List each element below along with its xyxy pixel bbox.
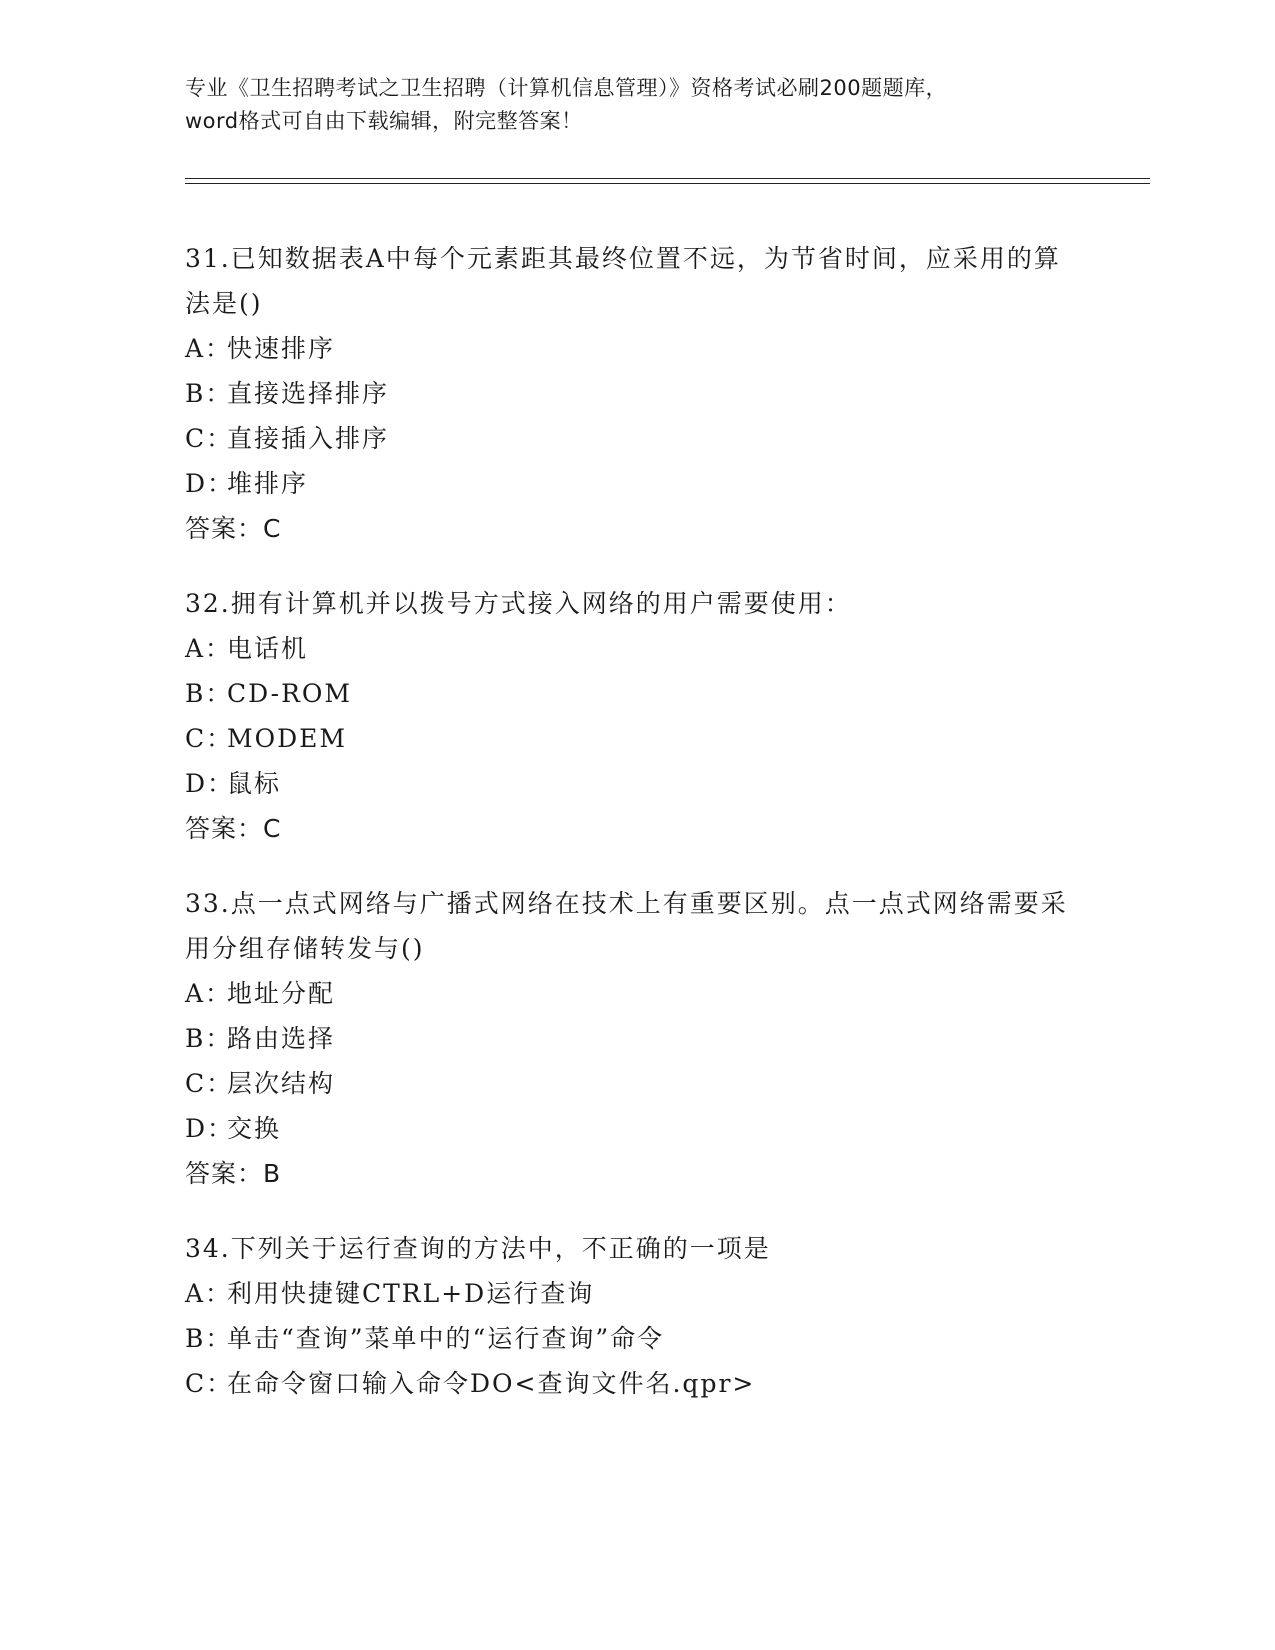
option-key: A： — [185, 334, 233, 363]
header-divider-bottom — [185, 183, 1150, 184]
header-line-2: word格式可自由下载编辑，附完整答案！ — [185, 109, 583, 133]
question-stem: 32.拥有计算机并以拨号方式接入网络的用户需要使用： — [185, 589, 852, 618]
header-line-1: 专业《卫生招聘考试之卫生招聘（计算机信息管理）》资格考试必刷200题题库， — [185, 76, 948, 100]
answer-line: 答案：B — [185, 1159, 282, 1188]
option-text: 电话机 — [227, 634, 309, 663]
question-34 — [185, 1226, 1085, 1406]
option-key: D： — [185, 1114, 235, 1143]
option-key: D： — [185, 469, 235, 498]
option-text: MODEM — [227, 724, 347, 753]
option-c — [185, 1061, 1085, 1106]
option-b — [185, 1016, 1085, 1061]
question-stem: 33.点一点式网络与广播式网络在技术上有重要区别。点一点式网络需要采用分组存储转发与() — [185, 889, 1068, 963]
option-text: 层次结构 — [227, 1069, 336, 1098]
option-c — [185, 1361, 1085, 1406]
option-text: 直接选择排序 — [227, 379, 390, 408]
question-stem: 34.下列关于运行查询的方法中，不正确的一项是 — [185, 1234, 771, 1263]
option-a — [185, 971, 1085, 1016]
option-key: B： — [185, 1324, 233, 1353]
answer-line: 答案：C — [185, 814, 282, 843]
option-b — [185, 1316, 1085, 1361]
option-b — [185, 671, 1085, 716]
option-key: A： — [185, 1279, 233, 1308]
question-list — [185, 236, 1085, 1436]
option-key: C： — [185, 424, 234, 453]
option-text: 利用快捷键CTRL+D运行查询 — [227, 1279, 595, 1308]
option-a — [185, 1271, 1085, 1316]
option-text: CD-ROM — [227, 679, 353, 708]
header-divider-top — [185, 178, 1150, 179]
question-33 — [185, 881, 1085, 1196]
option-key: C： — [185, 724, 234, 753]
option-text: 单击“查询”菜单中的“运行查询”命令 — [227, 1324, 665, 1353]
question-32 — [185, 581, 1085, 851]
option-a — [185, 626, 1085, 671]
option-text: 地址分配 — [227, 979, 336, 1008]
option-c — [185, 716, 1085, 761]
option-key: C： — [185, 1369, 234, 1398]
option-text: 快速排序 — [227, 334, 336, 363]
option-key: A： — [185, 979, 233, 1008]
option-text: 在命令窗口输入命令DO<查询文件名.qpr> — [227, 1369, 756, 1398]
option-text: 鼠标 — [227, 769, 282, 798]
option-c — [185, 416, 1085, 461]
option-text: 交换 — [227, 1114, 282, 1143]
option-key: D： — [185, 769, 235, 798]
option-text: 路由选择 — [227, 1024, 336, 1053]
option-b — [185, 371, 1085, 416]
option-d — [185, 1106, 1085, 1151]
option-key: A： — [185, 634, 233, 663]
option-key: C： — [185, 1069, 234, 1098]
answer-line: 答案：C — [185, 514, 282, 543]
option-text: 堆排序 — [227, 469, 309, 498]
option-key: B： — [185, 1024, 233, 1053]
option-d — [185, 461, 1085, 506]
option-a — [185, 326, 1085, 371]
option-text: 直接插入排序 — [227, 424, 390, 453]
option-key: B： — [185, 679, 233, 708]
question-stem: 31.已知数据表A中每个元素距其最终位置不远，为节省时间，应采用的算法是() — [185, 244, 1061, 318]
question-31 — [185, 236, 1085, 551]
option-d — [185, 761, 1085, 806]
option-key: B： — [185, 379, 233, 408]
document-header — [185, 72, 1085, 138]
